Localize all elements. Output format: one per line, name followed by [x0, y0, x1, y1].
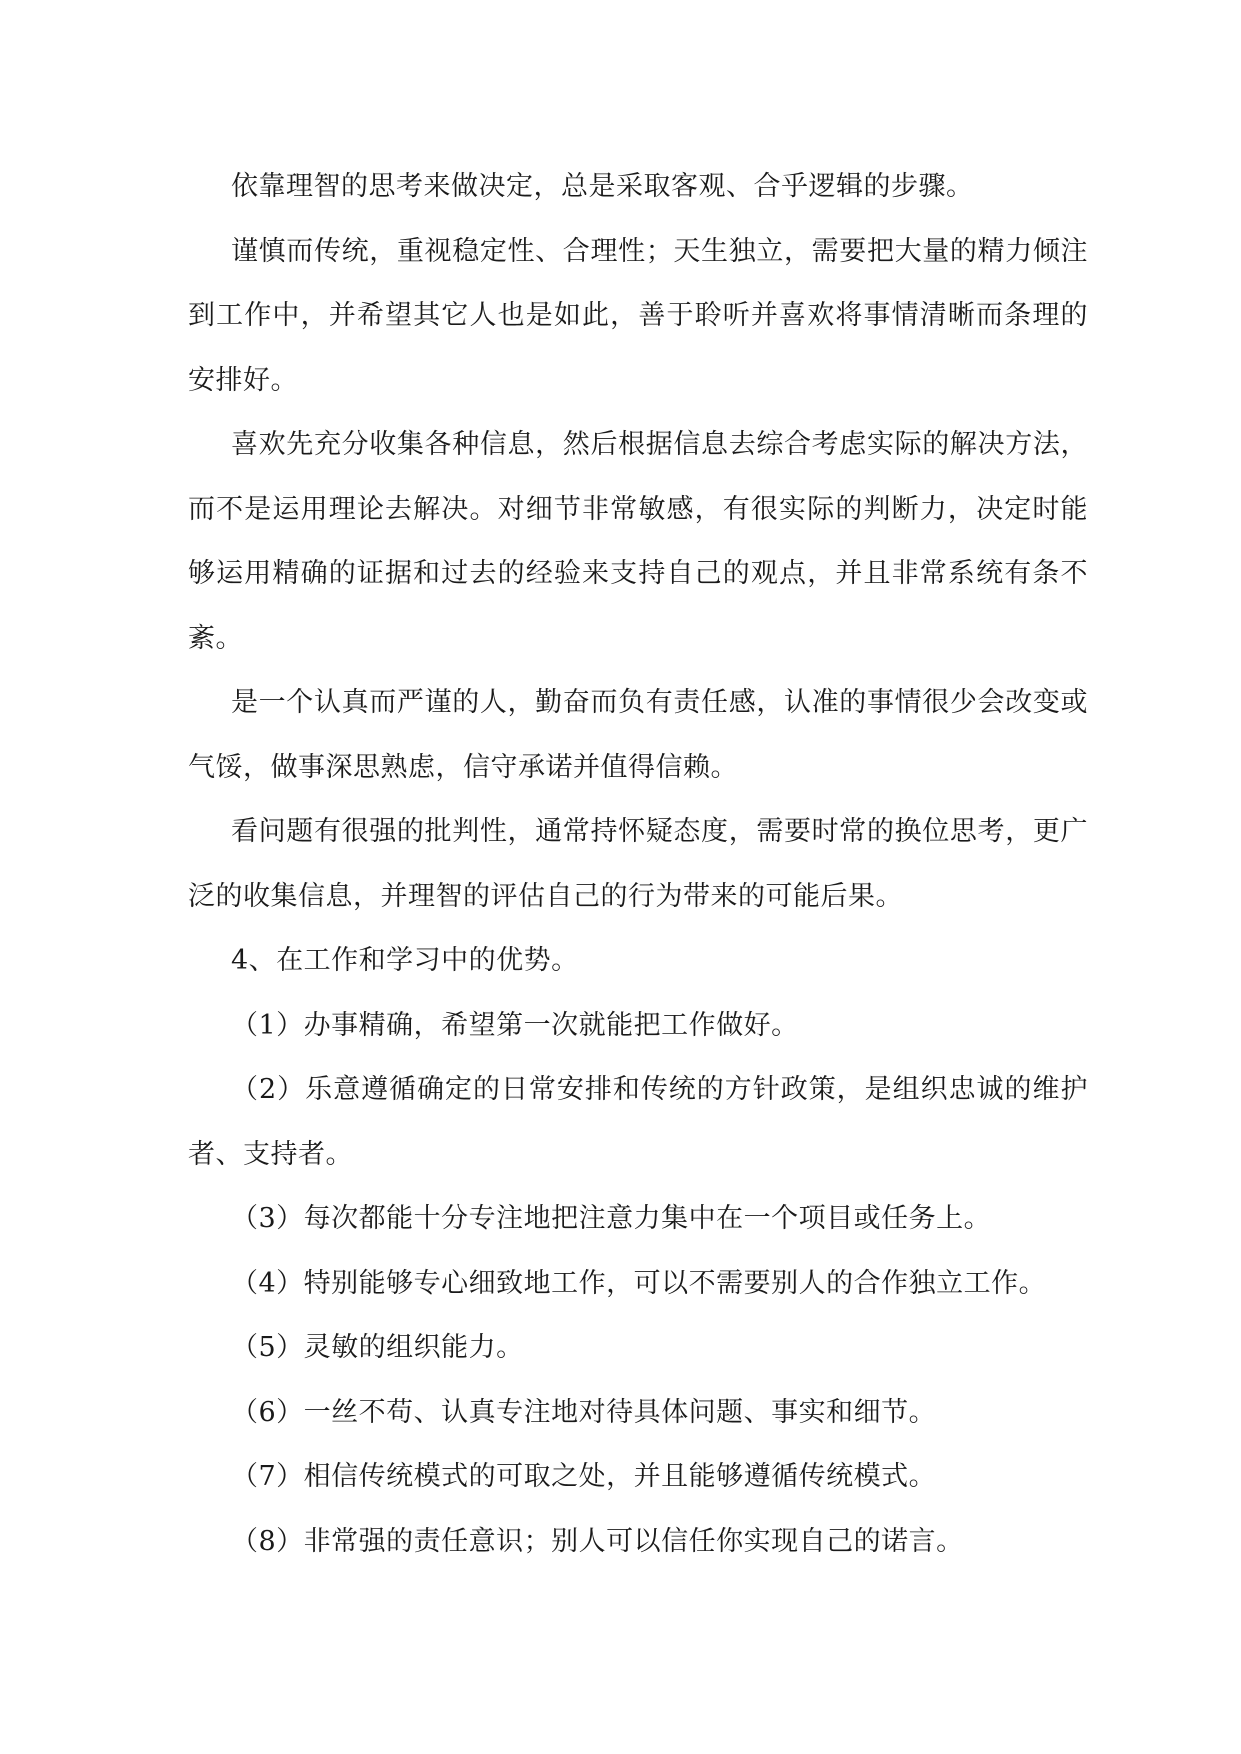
paragraph-cautious-traditional: 谨慎而传统，重视稳定性、合理性；天生独立，需要把大量的精力倾注到工作中，并希望其它人也是如此，善于聆听并喜欢将事情清晰而条理的安排好。 [188, 235, 1088, 396]
paragraph-serious-responsible: 是一个认真而严谨的人，勤奋而负有责任感，认准的事情很少会改变或气馁，做事深思熟虑，信守承诺并值得信赖。 [188, 687, 1088, 783]
list-item-4: （4）特别能够专心细致地工作，可以不需要别人的合作独立工作。 [231, 1267, 1047, 1299]
list-item-7: （7）相信传统模式的可取之处，并且能够遵循传统模式。 [231, 1461, 937, 1492]
paragraph-rational-decision: 依靠理智的思考来做决定，总是采取客观、合乎逻辑的步骤。 [231, 171, 974, 202]
list-item-3: （3）每次都能十分专注地把注意力集中在一个项目或任务上。 [231, 1203, 992, 1234]
section-heading-strengths: 4、在工作和学习中的优势。 [231, 945, 579, 976]
list-item-5: （5）灵敏的组织能力。 [231, 1332, 524, 1363]
paragraph-collect-information: 喜欢先充分收集各种信息，然后根据信息去综合考虑实际的解决方法，而不是运用理论去解决。对细节非常敏感，有很实际的判断力，决定时能够运用精确的证据和过去的经验来支持自己的观点，并且非常系统有条不紊。 [188, 429, 1088, 654]
document-body [188, 155, 1088, 1574]
list-item-6: （6）一丝不苟、认真专注地对待具体问题、事实和细节。 [231, 1396, 937, 1428]
list-item-2: （2）乐意遵循确定的日常安排和传统的方针政策，是组织忠诚的维护者、支持者。 [188, 1074, 1088, 1170]
list-item-1: （1）办事精确，希望第一次就能把工作做好。 [231, 1009, 799, 1041]
list-item-8: （8）非常强的责任意识；别人可以信任你实现自己的诺言。 [231, 1525, 964, 1557]
paragraph-critical-thinking: 看问题有很强的批判性，通常持怀疑态度，需要时常的换位思考，更广泛的收集信息，并理智的评估自己的行为带来的可能后果。 [188, 816, 1088, 912]
